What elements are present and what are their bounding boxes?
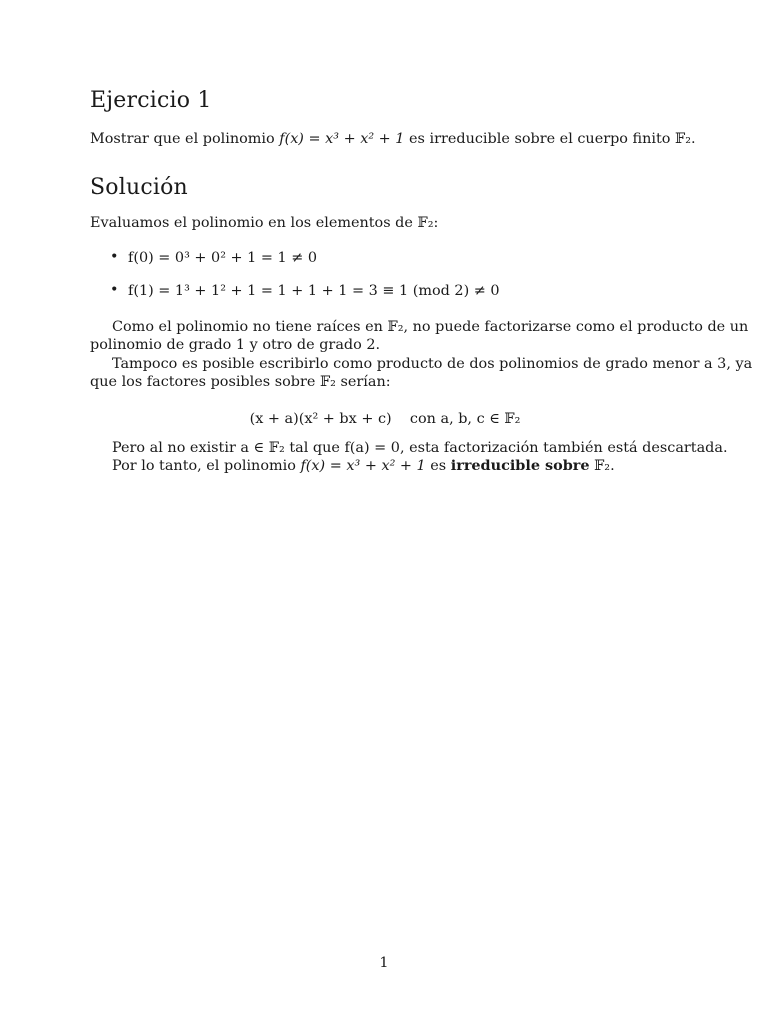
conclusion bbox=[90, 457, 615, 475]
bullet-icon: • bbox=[110, 249, 119, 265]
conclusion-middle: es bbox=[425, 458, 451, 474]
conclusion-end: . bbox=[610, 458, 615, 474]
intro-line bbox=[90, 214, 438, 232]
conclusion-bold: irreducible sobre bbox=[450, 457, 590, 474]
intro-field: 𝔽₂ bbox=[417, 215, 434, 231]
page-number: 1 bbox=[379, 955, 389, 971]
para1-line2: polinomio de grado 1 y otro de grado 2. bbox=[90, 337, 381, 353]
statement-math: f(x) = x³ + x² + 1 bbox=[279, 131, 405, 147]
statement-before: Mostrar que el polinomio bbox=[90, 131, 280, 147]
conclusion-math: f(x) = x³ + x² + 1 bbox=[300, 458, 426, 474]
para2-line2: que los factores posibles sobre 𝔽₂ serían: bbox=[90, 374, 391, 390]
bullet-text-2: f(1) = 1³ + 1² + 1 = 1 + 1 + 1 = 3 ≡ 1 (mod 2) ≠ 0 bbox=[128, 283, 500, 299]
statement-end: . bbox=[691, 131, 696, 147]
list-item bbox=[90, 282, 680, 300]
solution-title: Solución bbox=[90, 175, 188, 200]
para2-line1: Tampoco es posible escribirlo como producto de dos polinomios de grado menor a 3, ya bbox=[112, 356, 753, 372]
bullet-icon: • bbox=[110, 282, 119, 298]
statement-after: es irreducible sobre el cuerpo finito bbox=[404, 131, 676, 147]
statement-field: 𝔽₂ bbox=[675, 131, 692, 147]
conclusion-field: 𝔽₂ bbox=[589, 458, 611, 474]
display-equation: (x + a)(x² + bx + c) con a, b, c ∈ 𝔽₂ bbox=[249, 411, 521, 427]
exercise-statement bbox=[90, 130, 696, 148]
para3: Pero al no existir a ∈ 𝔽₂ tal que f(a) = 0, esta factorización también está descartada. bbox=[112, 440, 728, 456]
intro-text: Evaluamos el polinomio en los elementos de bbox=[90, 215, 418, 231]
list-item bbox=[90, 249, 680, 267]
conclusion-before: Por lo tanto, el polinomio bbox=[112, 458, 301, 474]
intro-end: : bbox=[433, 215, 439, 231]
bullet-text-1: f(0) = 0³ + 0² + 1 = 1 ≠ 0 bbox=[128, 250, 318, 266]
exercise-title: Ejercicio 1 bbox=[90, 88, 212, 113]
para1-line1: Como el polinomio no tiene raíces en 𝔽₂, no puede factorizarse como el producto de un bbox=[112, 319, 749, 335]
